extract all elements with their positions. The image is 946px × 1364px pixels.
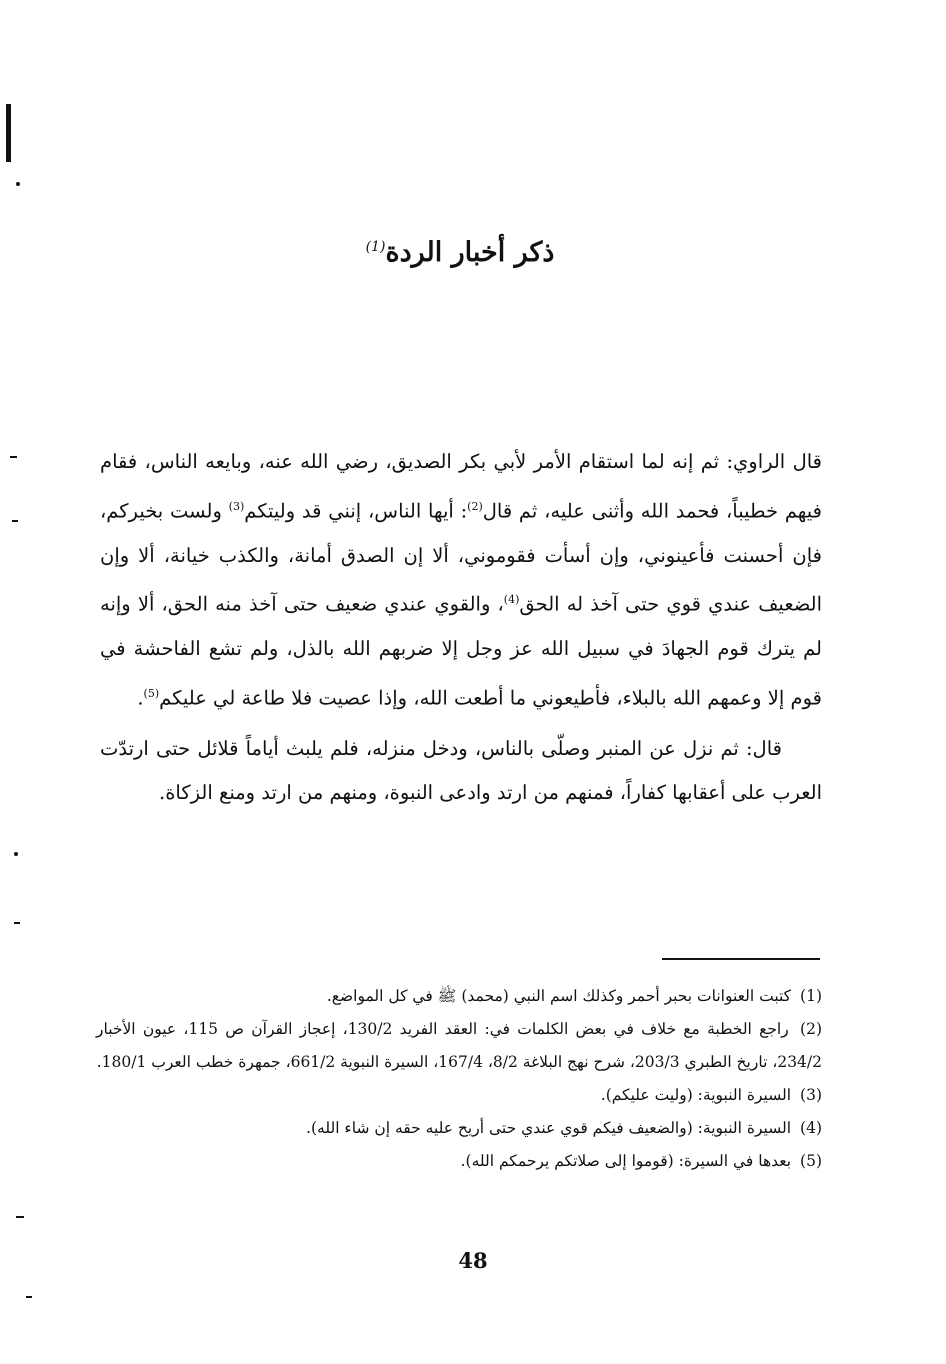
footnote-ref: (4) xyxy=(503,593,520,606)
footnote-3 xyxy=(96,1079,822,1112)
page-number: 48 xyxy=(458,1248,488,1273)
footnote-number: (3) xyxy=(800,1086,822,1104)
main-text xyxy=(100,440,822,816)
footnote-number: (5) xyxy=(800,1152,822,1170)
footnote-4 xyxy=(96,1112,822,1145)
footnote-2 xyxy=(96,1013,822,1079)
chapter-title xyxy=(100,222,820,278)
footnote-text: راجع الخطبة مع خلاف في بعض الكلمات في: العقد الفريد 130/2، إعجاز القرآن ص 115، عيون الأخبار 234/2، تاريخ الطبري 203/3، شرح نهج البلاغة 8/2، 167/4، السيرة النبوية 661/2، جمهرة خطب العرب 180/1. xyxy=(96,1020,822,1071)
paragraph-1 xyxy=(100,440,822,721)
footnote-divider xyxy=(662,958,820,960)
footnote-number: (1) xyxy=(800,987,822,1005)
scan-mark-dash xyxy=(12,520,18,522)
footnote-5 xyxy=(96,1145,822,1178)
scan-mark-dash xyxy=(26,1296,32,1298)
footnote-number: (4) xyxy=(800,1119,822,1137)
footnote-text: السيرة النبوية: (والضعيف فيكم قوي عندي حتى أريح عليه حقه إن شاء الله). xyxy=(306,1119,792,1137)
footnote-1 xyxy=(96,980,822,1013)
title-footnote-ref: (1) xyxy=(365,239,386,255)
footnote-text: كتبت العنوانات بحبر أحمر وكذلك اسم النبي (محمد) ﷺ في كل المواضع. xyxy=(326,987,792,1005)
text-run: ، والقوي عندي ضعيف حتى آخذ منه الحق، ألا وإنه لم يترك قوم الجهادَ في سبيل الله عز وجل إلا ضربهم الله بالذل، ولم تشع الفاحشة في قوم إلا وعمهم الله بالبلاء، فأطيعوني ما أطعت الله، وإذا عصيت فلا طاعة لي عليكم xyxy=(100,592,822,709)
footnote-number: (2) xyxy=(800,1020,822,1038)
chapter-title-text: ذكر أخبار الردة xyxy=(385,237,555,268)
footnote-text: بعدها في السيرة: (قوموا إلى صلاتكم يرحمكم الله). xyxy=(460,1152,792,1170)
footnote-ref: (5) xyxy=(143,686,160,700)
scan-mark-dot xyxy=(16,182,20,186)
scan-mark-dash xyxy=(10,456,17,458)
text-run: ولست بخيركم، فإن أحسنت فأعينوني، وإن أسأت فقوموني، ألا إن الصدق أمانة، والكذب خيانة، ألا وإن الضعيف عندي قوي حتى آخذ له الحق xyxy=(100,499,822,616)
footnote-ref: (3) xyxy=(228,499,245,513)
scan-mark-bar xyxy=(6,104,11,162)
footnote-ref: (2) xyxy=(467,499,483,513)
scan-mark-dot xyxy=(14,852,18,856)
text-run: قال الراوي: ثم إنه لما استقام الأمر لأبي بكر الصديق، رضي الله عنه، وبايعه الناس، فقام فيهم خطيباً، فحمد الله وأثنى عليه، ثم قال xyxy=(100,450,822,522)
footnotes xyxy=(96,980,822,1178)
paragraph-2: قال: ثم نزل عن المنبر وصلّى بالناس، ودخل منزله، فلم يلبث أياماً قلائل حتى ارتدّت العرب على أعقابها كفاراً، فمنهم من ارتد وادعى النبوة، ومنهم من ارتد ومنع الزكاة. xyxy=(100,736,822,804)
scan-mark-dash xyxy=(14,922,20,924)
scan-mark-dash xyxy=(16,1216,24,1218)
footnote-text: السيرة النبوية: (وليت عليكم). xyxy=(600,1086,792,1104)
text-run: . xyxy=(137,686,144,709)
text-run: : أيها الناس، إنني قد وليتكم xyxy=(244,499,468,522)
